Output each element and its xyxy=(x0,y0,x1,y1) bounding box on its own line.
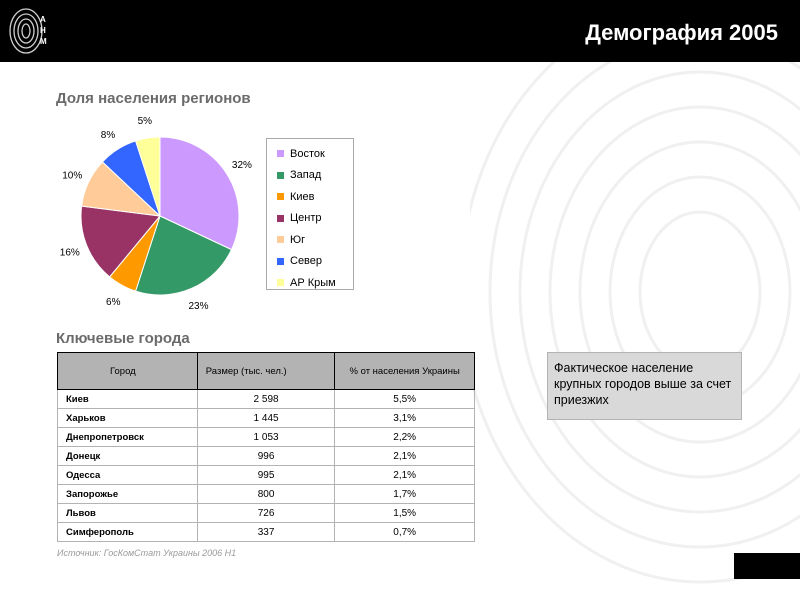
city-cell: Запорожье xyxy=(58,485,198,504)
header-size: Размер (тыс. чел.) xyxy=(197,353,335,390)
city-cell: Донецк xyxy=(58,447,198,466)
legend-swatch xyxy=(277,172,284,179)
fingerprint-background xyxy=(470,62,800,600)
legend-label: Восток xyxy=(290,147,325,160)
cities-table xyxy=(57,352,475,542)
pie-slice-label: 5% xyxy=(137,116,153,128)
pie-slice-label: 23% xyxy=(188,301,209,312)
pie-slice-label: 10% xyxy=(62,170,83,182)
legend-swatch xyxy=(277,279,284,286)
header-bar xyxy=(0,0,800,62)
legend-swatch xyxy=(277,215,284,222)
table-header-row xyxy=(58,353,475,390)
pie-section-title: Доля населения регионов xyxy=(56,90,251,107)
pie-slice-label: 8% xyxy=(100,130,116,142)
legend-item xyxy=(277,251,353,273)
logo-letter: Н xyxy=(40,26,46,35)
share-cell: 2,1% xyxy=(335,447,475,466)
size-cell: 2 598 xyxy=(197,390,335,409)
legend-swatch xyxy=(277,193,284,200)
chart-legend xyxy=(266,138,354,290)
legend-label: Киев xyxy=(290,190,315,203)
pie-chart-svg xyxy=(50,112,270,312)
pie-slice-label: 16% xyxy=(59,247,80,259)
share-cell: 2,2% xyxy=(335,428,475,447)
table-row xyxy=(58,485,475,504)
city-cell: Киев xyxy=(58,390,198,409)
pie-slice-label: 32% xyxy=(231,160,252,172)
logo-letters xyxy=(40,14,47,47)
city-cell: Львов xyxy=(58,504,198,523)
legend-label: Север xyxy=(290,255,323,268)
share-cell: 1,5% xyxy=(335,504,475,523)
size-cell: 996 xyxy=(197,447,335,466)
corner-block xyxy=(734,553,800,579)
logo-letter: М xyxy=(40,37,47,46)
legend-item xyxy=(277,165,353,187)
legend-item xyxy=(277,229,353,251)
size-cell: 726 xyxy=(197,504,335,523)
table-row xyxy=(58,466,475,485)
callout-note: Фактическое население крупных городов выше за счет приезжих xyxy=(547,352,742,420)
size-cell: 1 445 xyxy=(197,409,335,428)
share-cell: 5,5% xyxy=(335,390,475,409)
source-note: Источник: ГосКомСтат Украины 2006 Н1 xyxy=(57,548,237,558)
page-title: Демография 2005 xyxy=(585,20,778,45)
legend-label: Юг xyxy=(290,233,306,246)
legend-label: Запад xyxy=(290,169,322,182)
legend-item xyxy=(277,143,353,165)
legend-item xyxy=(277,208,353,230)
size-cell: 995 xyxy=(197,466,335,485)
legend-label: АР Крым xyxy=(290,276,336,289)
table-row xyxy=(58,390,475,409)
city-cell: Харьков xyxy=(58,409,198,428)
table-row xyxy=(58,409,475,428)
pie-slice-label: 6% xyxy=(106,297,121,309)
fingerprint-logo-icon xyxy=(6,4,60,58)
legend-item xyxy=(277,186,353,208)
table-section-title: Ключевые города xyxy=(56,330,190,347)
size-cell: 1 053 xyxy=(197,428,335,447)
size-cell: 800 xyxy=(197,485,335,504)
header-share: % от населения Украины xyxy=(335,353,475,390)
city-cell: Симферополь xyxy=(58,523,198,542)
header-city: Город xyxy=(58,353,198,390)
legend-swatch xyxy=(277,150,284,157)
share-cell: 3,1% xyxy=(335,409,475,428)
city-cell: Одесса xyxy=(58,466,198,485)
table-row xyxy=(58,504,475,523)
share-cell: 0,7% xyxy=(335,523,475,542)
share-cell: 2,1% xyxy=(335,466,475,485)
legend-swatch xyxy=(277,236,284,243)
legend-swatch xyxy=(277,258,284,265)
legend-item xyxy=(277,272,353,294)
legend-label: Центр xyxy=(290,212,322,225)
pie-chart xyxy=(50,112,270,312)
table-row xyxy=(58,523,475,542)
share-cell: 1,7% xyxy=(335,485,475,504)
logo-letter: А xyxy=(40,15,46,24)
city-cell: Днепропетровск xyxy=(58,428,198,447)
table-row xyxy=(58,447,475,466)
size-cell: 337 xyxy=(197,523,335,542)
table-row xyxy=(58,428,475,447)
